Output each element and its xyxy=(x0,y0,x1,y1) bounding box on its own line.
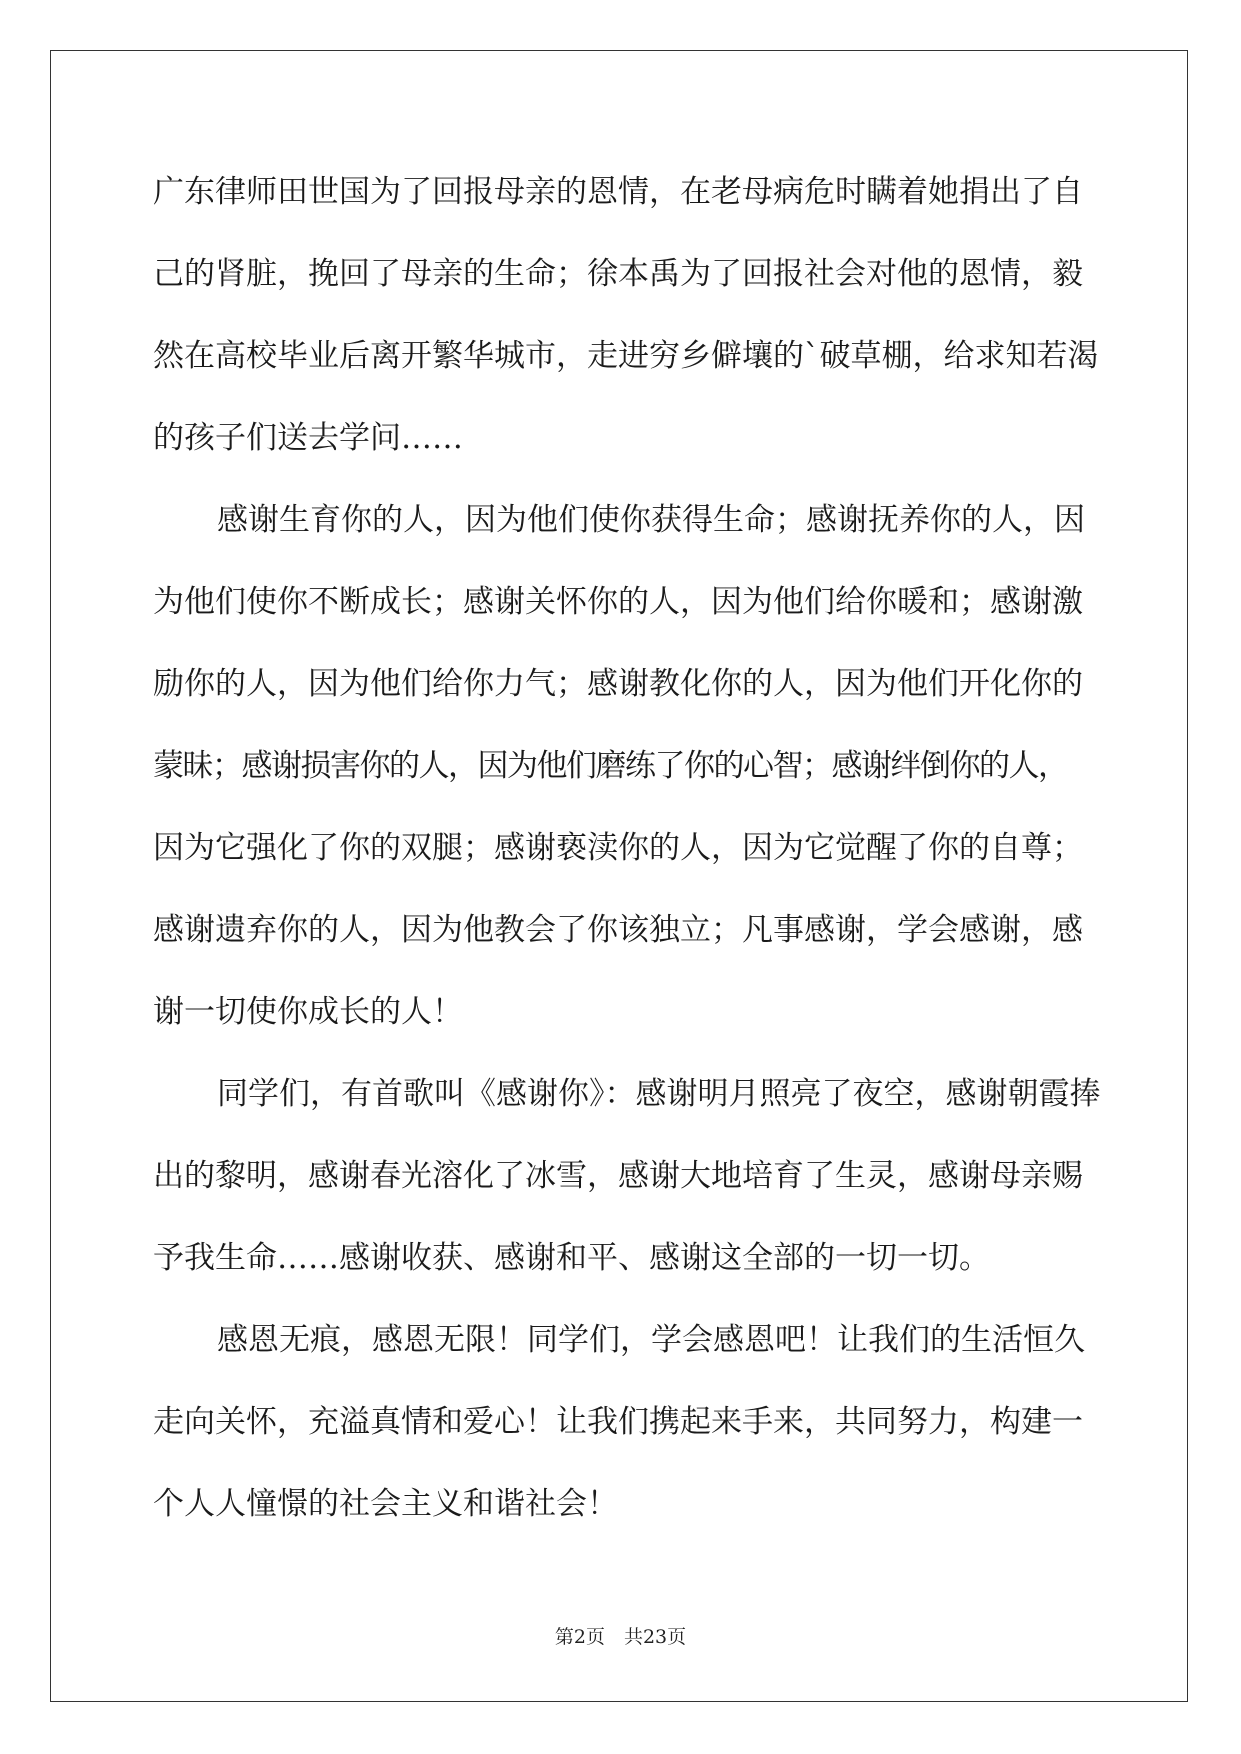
text-line: 然在高校毕业后离开繁华城市，走进穷乡僻壤的`破草棚，给求知若渴 xyxy=(153,338,1099,374)
text-line: 出的黎明，感谢春光溶化了冰雪，感谢大地培育了生灵，感谢母亲赐 xyxy=(153,1158,1083,1194)
paragraph-3 xyxy=(153,1064,1101,1310)
text-line: 为他们使你不断成长；感谢关怀你的人，因为他们给你暖和；感谢激 xyxy=(153,584,1083,620)
text-line: 个人人憧憬的社会主义和谐社会！ xyxy=(153,1486,618,1522)
paragraph-4 xyxy=(153,1310,1093,1556)
text-line: 感恩无痕，感恩无限！同学们，学会感恩吧！让我们的生活恒久 xyxy=(217,1322,1085,1358)
paragraph-1 xyxy=(153,162,1099,490)
page-number-footer: 第2页 共23页 xyxy=(554,1626,687,1648)
text-line: 谢一切使你成长的人！ xyxy=(153,994,463,1030)
text-line: 感谢遗弃你的人，因为他教会了你该独立；凡事感谢，学会感谢，感 xyxy=(153,912,1083,948)
text-line: 走向关怀，充溢真情和爱心！让我们携起来手来，共同努力，构建一 xyxy=(153,1404,1083,1440)
text-line: 励你的人，因为他们给你力气；感谢教化你的人，因为他们开化你的 xyxy=(153,666,1083,702)
text-line: 蒙昧；感谢损害你的人，因为他们磨练了你的心智；感谢绊倒你的人， xyxy=(153,748,1068,784)
text-line: 予我生命……感谢收获、感谢和平、感谢这全部的一切一切。 xyxy=(153,1240,990,1276)
text-line: 广东律师田世国为了回报母亲的恩情，在老母病危时瞒着她捐出了自 xyxy=(153,174,1083,210)
text-line: 因为它强化了你的双腿；感谢亵渎你的人，因为它觉醒了你的自尊； xyxy=(153,830,1083,866)
document-body xyxy=(153,162,1101,1556)
text-line: 的孩子们送去学问…… xyxy=(153,420,463,456)
text-line: 感谢生育你的人，因为他们使你获得生命；感谢抚养你的人，因 xyxy=(217,502,1085,538)
text-line: 同学们，有首歌叫《感谢你》：感谢明月照亮了夜空，感谢朝霞捧 xyxy=(217,1076,1101,1112)
paragraph-2 xyxy=(153,490,1093,1064)
text-line: 己的肾脏，挽回了母亲的生命；徐本禹为了回报社会对他的恩情，毅 xyxy=(153,256,1083,292)
